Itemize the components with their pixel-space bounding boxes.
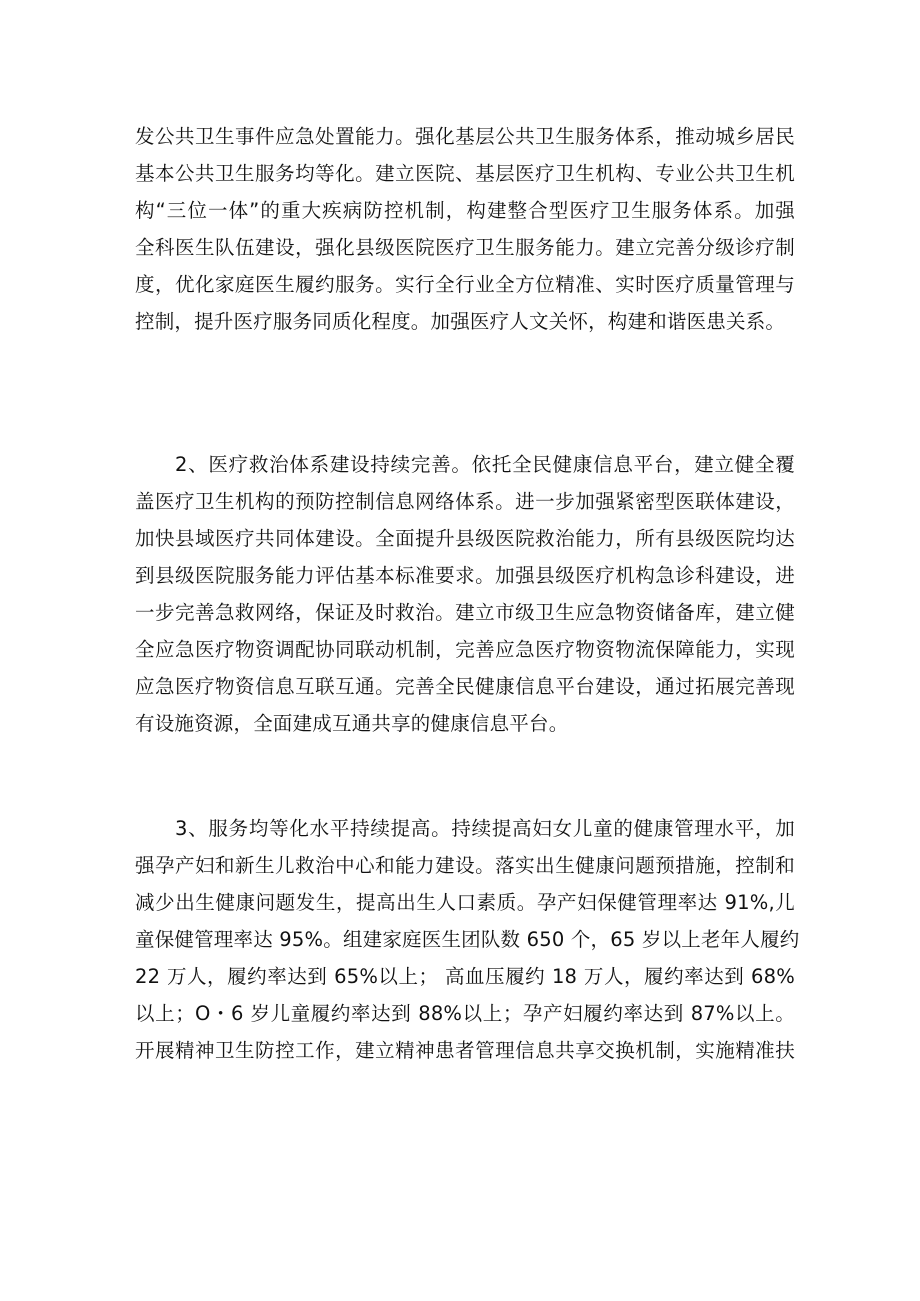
text-line: 控制，提升医疗服务同质化程度。加强医疗人文关怀，构建和谐医患关系。 (135, 310, 786, 333)
text-line: 加快县域医疗共同体建设。全面提升县级医院救治能力，所有县级医院均达 (135, 527, 795, 550)
text-line: 童保健管理率达 95%。组建家庭医生团队数 650 个，65 岁以上老年人履约 (135, 928, 800, 951)
paragraph-public-health-system (135, 118, 795, 340)
text-line: 减少出生健康问题发生，提高出生人口素质。孕产妇保健管理率达 91%,儿 (135, 891, 795, 914)
text-line: 全科医生队伍建设，强化县级医院医疗卫生服务能力。建立完善分级诊疗制 (135, 236, 795, 259)
paragraph-medical-treatment-system (135, 446, 795, 742)
text-line: 基本公共卫生服务均等化。建立医院、基层医疗卫生机构、专业公共卫生机 (135, 162, 795, 185)
text-line: 到县级医院服务能力评估基本标准要求。加强县级医疗机构急诊科建设，进 (135, 564, 795, 587)
text-line: 3、服务均等化水平持续提高。持续提高妇女儿童的健康管理水平，加 (175, 817, 795, 840)
text-line: 发公共卫生事件应急处置能力。强化基层公共卫生服务体系，推动城乡居民 (135, 125, 795, 148)
text-line: 有设施资源，全面建成互通共享的健康信息平台。 (135, 712, 569, 735)
text-line: 开展精神卫生防控工作，建立精神患者管理信息共享交换机制，实施精准扶 (135, 1039, 795, 1062)
text-line: 以上；O・6 岁儿童履约率达到 88%以上；孕产妇履约率达到 87%以上。 (135, 1002, 795, 1025)
text-line: 全应急医疗物资调配协同联动机制，完善应急医疗物资物流保障能力，实现 (135, 638, 795, 661)
text-line: 度，优化家庭医生履约服务。实行全行业全方位精准、实时医疗质量管理与 (135, 273, 795, 296)
text-line: 强孕产妇和新生儿救治中心和能力建设。落实出生健康问题预措施，控制和 (135, 854, 795, 877)
text-line: 盖医疗卫生机构的预防控制信息网络体系。进一步加强紧密型医联体建设， (135, 490, 795, 513)
text-line: 22 万人，履约率达到 65%以上； 高血压履约 18 万人，履约率达到 68% (135, 965, 795, 988)
text-line: 应急医疗物资信息互联互通。完善全民健康信息平台建设，通过拓展完善现 (135, 675, 795, 698)
text-line: 构“三位一体”的重大疾病防控机制，构建整合型医疗卫生服务体系。加强 (135, 199, 795, 222)
paragraph-service-equalization (135, 810, 800, 1069)
text-line: 2、医疗救治体系建设持续完善。依托全民健康信息平台，建立健全覆 (175, 453, 795, 476)
text-line: 一步完善急救网络，保证及时救治。建立市级卫生应急物资储备库，建立健 (135, 601, 795, 624)
